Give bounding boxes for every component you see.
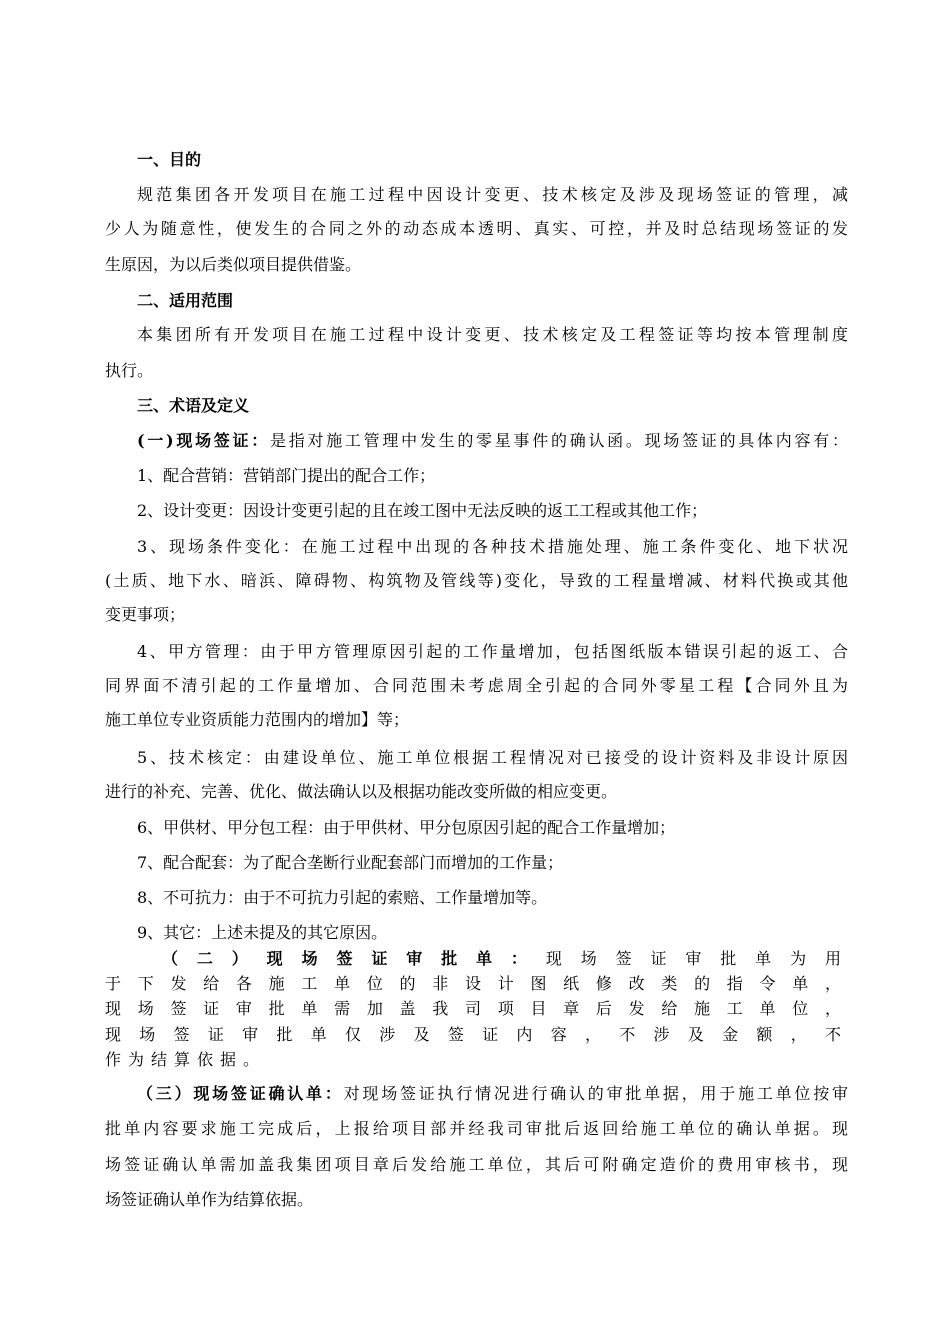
definition-text: 对现场签证执行情况进行确认的审批单据，用于施工单位按审 xyxy=(343,1084,848,1103)
list-item-cont: 进行的补充、完善、优化、做法确认以及根据功能改变所做的相应变更。 xyxy=(105,782,618,801)
definition-text: 是指对施工管理中发生的零星事件的确认函。现场签证的具体内容有： xyxy=(270,431,848,450)
definition-confirmation-form xyxy=(137,1084,848,1104)
section-heading-scope: 二、适用范围 xyxy=(137,291,234,310)
approval-form-line: 于下发给各施工单位的非设计图纸修改类的指令单， xyxy=(105,974,848,993)
section-heading-terms: 三、术语及定义 xyxy=(137,396,250,415)
purpose-line-1: 规范集团各开发项目在施工过程中因设计变更、技术核定及涉及现场签证的管理，减 xyxy=(137,185,848,204)
confirmation-form-line: 场签证确认单需加盖我集团项目章后发给施工单位，其后可附确定造价的费用审核书，现 xyxy=(105,1155,848,1174)
list-item-cont: 同界面不清引起的工作量增加、合同范围未考虑周全引起的合同外零星工程【合同外且为 xyxy=(105,676,848,695)
approval-form-line: 现场签证审批单仅涉及签证内容，不涉及金额，不 xyxy=(105,1025,848,1044)
definition-label: （三）现场签证确认单： xyxy=(137,1084,344,1103)
scope-line-1: 本集团所有开发项目在施工过程中设计变更、技术核定及工程签证等均按本管理制度 xyxy=(137,325,848,344)
purpose-line-3: 生原因，为以后类似项目提供借鉴。 xyxy=(105,255,362,274)
list-item-cont: 变更事项； xyxy=(105,605,186,624)
list-item-cont: 施工单位专业资质能力范围内的增加】等； xyxy=(105,710,410,729)
definition-text: 现场签证审批单为用 xyxy=(545,949,848,968)
definition-label: （二）现场签证审批单： xyxy=(162,949,546,968)
definition-site-visa xyxy=(137,431,848,451)
list-item: 6、甲供材、甲分包工程：由于甲供材、甲分包原因引起的配合工作量增加； xyxy=(137,818,676,837)
section-heading-purpose: 一、目的 xyxy=(137,150,202,169)
list-item: 4、甲方管理：由于甲方管理原因引起的工作量增加，包括图纸版本错误引起的返工、合 xyxy=(137,642,848,661)
list-item: 9、其它：上述未提及的其它原因。 xyxy=(137,923,388,942)
list-item: 1、配合营销：营销部门提出的配合工作； xyxy=(137,466,436,485)
confirmation-form-line: 场签证确认单作为结算依据。 xyxy=(105,1190,314,1209)
definition-label: (一)现场签证： xyxy=(137,431,270,450)
purpose-line-2: 少人为随意性，使发生的合同之外的动态成本透明、真实、可控，并及时总结现场签证的发 xyxy=(105,219,848,238)
list-item: 3、现场条件变化：在施工过程中出现的各种技术措施处理、施工条件变化、地下状况 xyxy=(137,537,848,556)
list-item: 2、设计变更：因设计变更引起的且在竣工图中无法反映的返工工程或其他工作； xyxy=(137,501,708,520)
list-item: 5、技术核定：由建设单位、施工单位根据工程情况对已接受的设计资料及非设计原因 xyxy=(137,748,848,767)
approval-form-line: 现场签证审批单需加盖我司项目章后发给施工单位， xyxy=(105,999,848,1018)
definition-approval-form xyxy=(162,949,848,969)
list-item-cont: (土质、地下水、暗浜、障碍物、构筑物及管线等)变化，导致的工程量增减、材料代换或其他 xyxy=(105,571,848,590)
confirmation-form-line: 批单内容要求施工完成后，上报给项目部并经我司审批后返回给施工单位的确认单据。现 xyxy=(105,1119,848,1138)
list-item: 7、配合配套：为了配合垄断行业配套部门而增加的工作量； xyxy=(137,853,564,872)
list-item: 8、不可抗力：由于不可抗力引起的索赔、工作量增加等。 xyxy=(137,888,548,907)
scope-line-2: 执行。 xyxy=(105,361,154,380)
approval-form-line: 作为结算依据。 xyxy=(105,1050,267,1069)
